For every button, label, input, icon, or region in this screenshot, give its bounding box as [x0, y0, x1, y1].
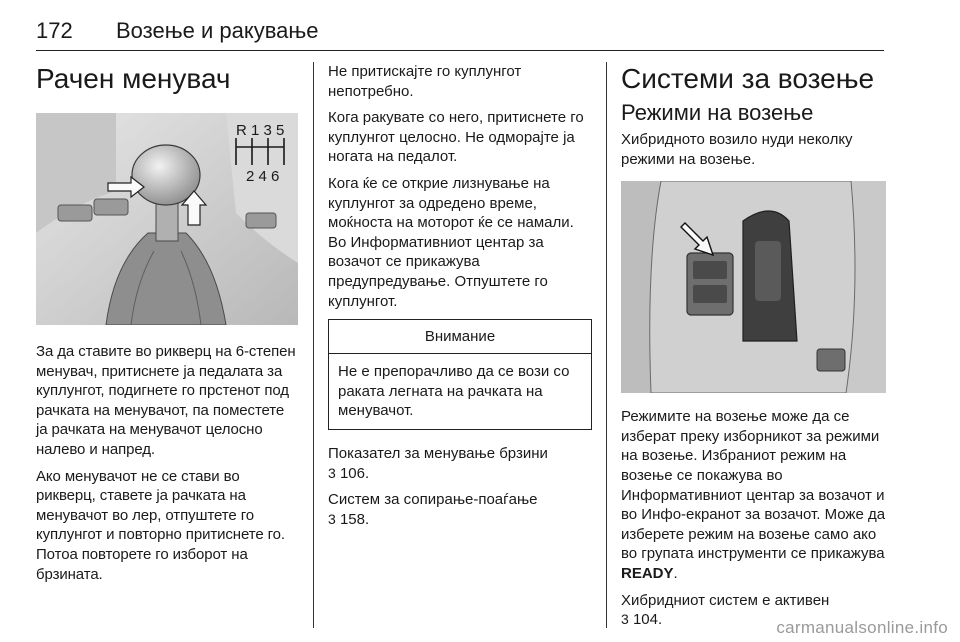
- cross-reference-page: 106.: [339, 464, 370, 482]
- reference-arrow-icon: 3: [328, 464, 336, 481]
- header-rule: [36, 50, 884, 51]
- reference-arrow-icon: 3: [621, 611, 629, 628]
- ready-indicator-label: READY: [621, 564, 674, 582]
- subsection-title-driving-modes: Режими на возење: [621, 100, 814, 125]
- column-divider-1: [313, 62, 314, 628]
- column-left: [36, 62, 298, 591]
- paragraph-driving-modes-intro: Хибридното возило нуди неколку режими на возење.: [621, 131, 853, 168]
- caution-text: Не е препорачливо да се вози со раката легната на рачката на менувачот.: [338, 363, 570, 420]
- gear-shift-illustration: [36, 113, 298, 325]
- cross-reference-stop-start[interactable]: [328, 490, 592, 529]
- paragraph-clutch-3: Кога ќе се открие лизнување на куплунгот за одредено време, моќноста на моторот ќе се намали. Во Информативниот центар за возачот се прикажува предупредување. Отпуштете го куплунгот.: [328, 174, 574, 310]
- paragraph-reverse-retry: Ако менувачот не се стави во рикверц, ставете ја рачката на менувачот во лер, отпуштете го куплунгот и повторно притиснете го. Потоа повторете го изборот на брзината.: [36, 467, 285, 583]
- drive-mode-selector-drawing: [621, 181, 886, 393]
- gate-bottom-label: 2 4 6: [246, 168, 280, 185]
- section-title-manual-gearbox: Рачен менувач: [36, 63, 231, 94]
- caution-box: [328, 319, 592, 430]
- column-middle: [328, 62, 592, 536]
- column-right: [621, 62, 888, 637]
- sentence-end: .: [673, 564, 678, 582]
- page-number: 172: [36, 18, 73, 43]
- paragraph-clutch-1: Не притискајте го куплунгот непотребно.: [328, 63, 522, 100]
- section-title-driving-systems: Системи за возење: [621, 63, 875, 94]
- cross-reference-page: 104.: [632, 611, 663, 629]
- paragraph-reverse-instructions: За да ставите во рикверц на 6-степен менувач, притиснете ја педалата за куплунгот, подигнете го прстенот под рачката на менувачот, па поместете ја рачката на менувачот целосно налево и напред.: [36, 343, 296, 458]
- cross-reference-text: Систем за сопирање-поаѓање: [328, 491, 538, 509]
- page-header: [36, 14, 884, 54]
- drive-mode-selector-illustration: [621, 181, 886, 393]
- caution-title: Внимание: [329, 320, 591, 354]
- cross-reference-text: Показател за менување брзини: [328, 444, 548, 462]
- paragraph-driving-modes-selection: [621, 407, 888, 583]
- paragraph-clutch-2: Кога ракувате со него, притиснете го куплунгот целосно. Не одморајте ја ногата на педалот.: [328, 109, 584, 166]
- watermark-text: carmanualsonline.info: [776, 618, 948, 637]
- column-divider-2: [606, 62, 607, 628]
- cross-reference-gear-indicator[interactable]: [328, 444, 592, 483]
- gate-top-label: R 1 3 5: [236, 122, 285, 139]
- gear-shift-drawing: [36, 113, 298, 325]
- reference-arrow-icon: 3: [328, 510, 336, 527]
- cross-reference-page: 158.: [339, 510, 370, 528]
- running-title: Возење и ракување: [116, 18, 319, 43]
- cross-reference-text: Хибридниот систем е активен: [621, 591, 830, 609]
- driving-modes-text: Режимите на возење може да се изберат преку изборникот за режими на возење. Избраниот режим на возење се покажува во Информативниот центар за возачот и во Инфо-екранот за возачот. Може да изберете режим на возење само ако во групата инструменти се прикажува: [621, 408, 886, 563]
